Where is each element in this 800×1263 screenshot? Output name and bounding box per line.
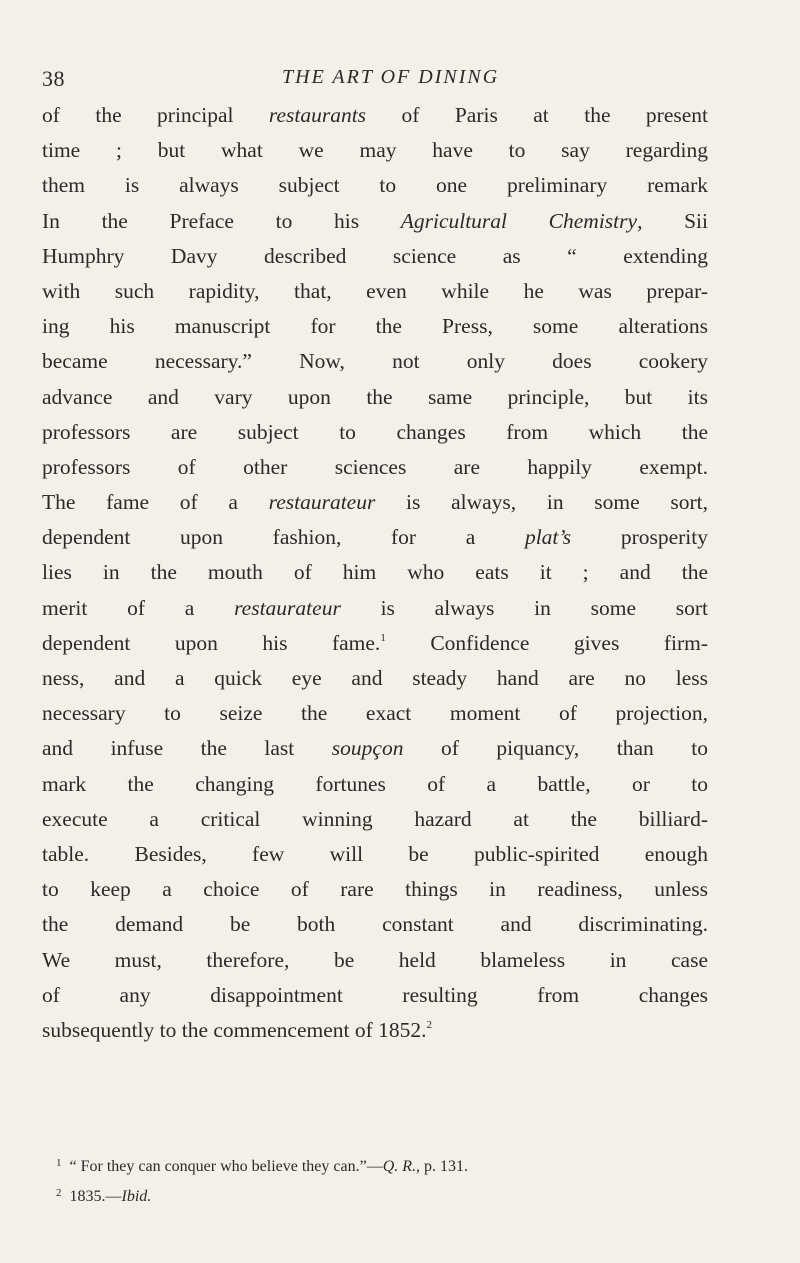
footnote-2 [56, 1180, 696, 1210]
footnotes [56, 1150, 696, 1210]
text-line: dependent upon fashion, for a plat’s prosperity [42, 525, 708, 550]
text-line: ing his manuscript for the Press, some alterations [42, 314, 708, 339]
text-line: lies in the mouth of him who eats it ; and the [42, 560, 708, 585]
text-line: Humphry Davy described science as “ extending [42, 243, 708, 268]
footnote-reference: 2 [426, 1018, 433, 1031]
text-line: We must, therefore, be held blameless in case [42, 947, 708, 972]
text-line: of the principal restaurants of Paris at the present [42, 103, 708, 127]
text-line: became necessary.” Now, not only does cookery [42, 349, 708, 374]
text-line: mark the changing fortunes of a battle, or to [42, 771, 708, 796]
italic-term: Agricultural Chemistry [400, 208, 638, 233]
italic-term: restaurateur [234, 595, 341, 620]
text-line: of any disappointment resulting from changes [42, 982, 708, 1007]
text-line: with such rapidity, that, even while he was prepar- [42, 278, 708, 303]
footnote-mark: 2 [56, 1187, 62, 1199]
text-line: and infuse the last soupçon of piquancy, than to [42, 736, 708, 761]
footnote-source: Ibid. [121, 1188, 152, 1205]
text-line: The fame of a restaurateur is always, in some sort, [42, 490, 708, 515]
footnote-text: 1835.— [69, 1188, 122, 1205]
page-number: 38 [42, 66, 65, 91]
text-line: ness, and a quick eye and steady hand are no less [42, 666, 708, 690]
text-line: execute a critical winning hazard at the billiard- [42, 806, 708, 831]
running-title: THE ART OF DINING [282, 66, 500, 88]
text-line: professors of other sciences are happily exempt. [42, 454, 708, 479]
footnote-source: Q. R. [382, 1158, 417, 1175]
text-line: In the Preface to his Agricultural Chemistry, Sii [42, 208, 708, 233]
italic-term: plat’s [524, 525, 572, 550]
footnote-page: , p. 131. [416, 1158, 469, 1175]
page-header [42, 66, 708, 96]
text-line: dependent upon his fame.$^1$ Confidence gives firm- [42, 630, 708, 655]
italic-term: restaurateur [268, 490, 376, 515]
text-line: the demand be both constant and discriminating. [42, 912, 708, 937]
italic-term: soupçon [331, 736, 404, 761]
text-line: merit of a restaurateur is always in some sort [42, 595, 708, 620]
footnote-reference: 1 [380, 631, 386, 644]
text-line: advance and vary upon the same principle, but its [42, 384, 708, 409]
text-line: time ; but what we may have to say regarding [42, 138, 708, 163]
body-text [42, 98, 708, 1048]
text-line: them is always subject to one preliminary remark [42, 173, 708, 198]
footnote-1 [56, 1150, 696, 1180]
text-line: table. Besides, few will be public-spirited enough [42, 841, 708, 866]
footnote-text: “ For they can conquer who believe they can.”— [69, 1158, 383, 1175]
footnote-mark: 1 [56, 1157, 62, 1169]
italic-term: restaurants [268, 103, 367, 127]
text-line: professors are subject to changes from which the [42, 419, 708, 444]
text-line: necessary to seize the exact moment of projection, [42, 701, 708, 726]
text-line: subsequently to the commencement of 1852.$^2$ [42, 1017, 433, 1042]
text-line: to keep a choice of rare things in readiness, unless [42, 877, 708, 902]
